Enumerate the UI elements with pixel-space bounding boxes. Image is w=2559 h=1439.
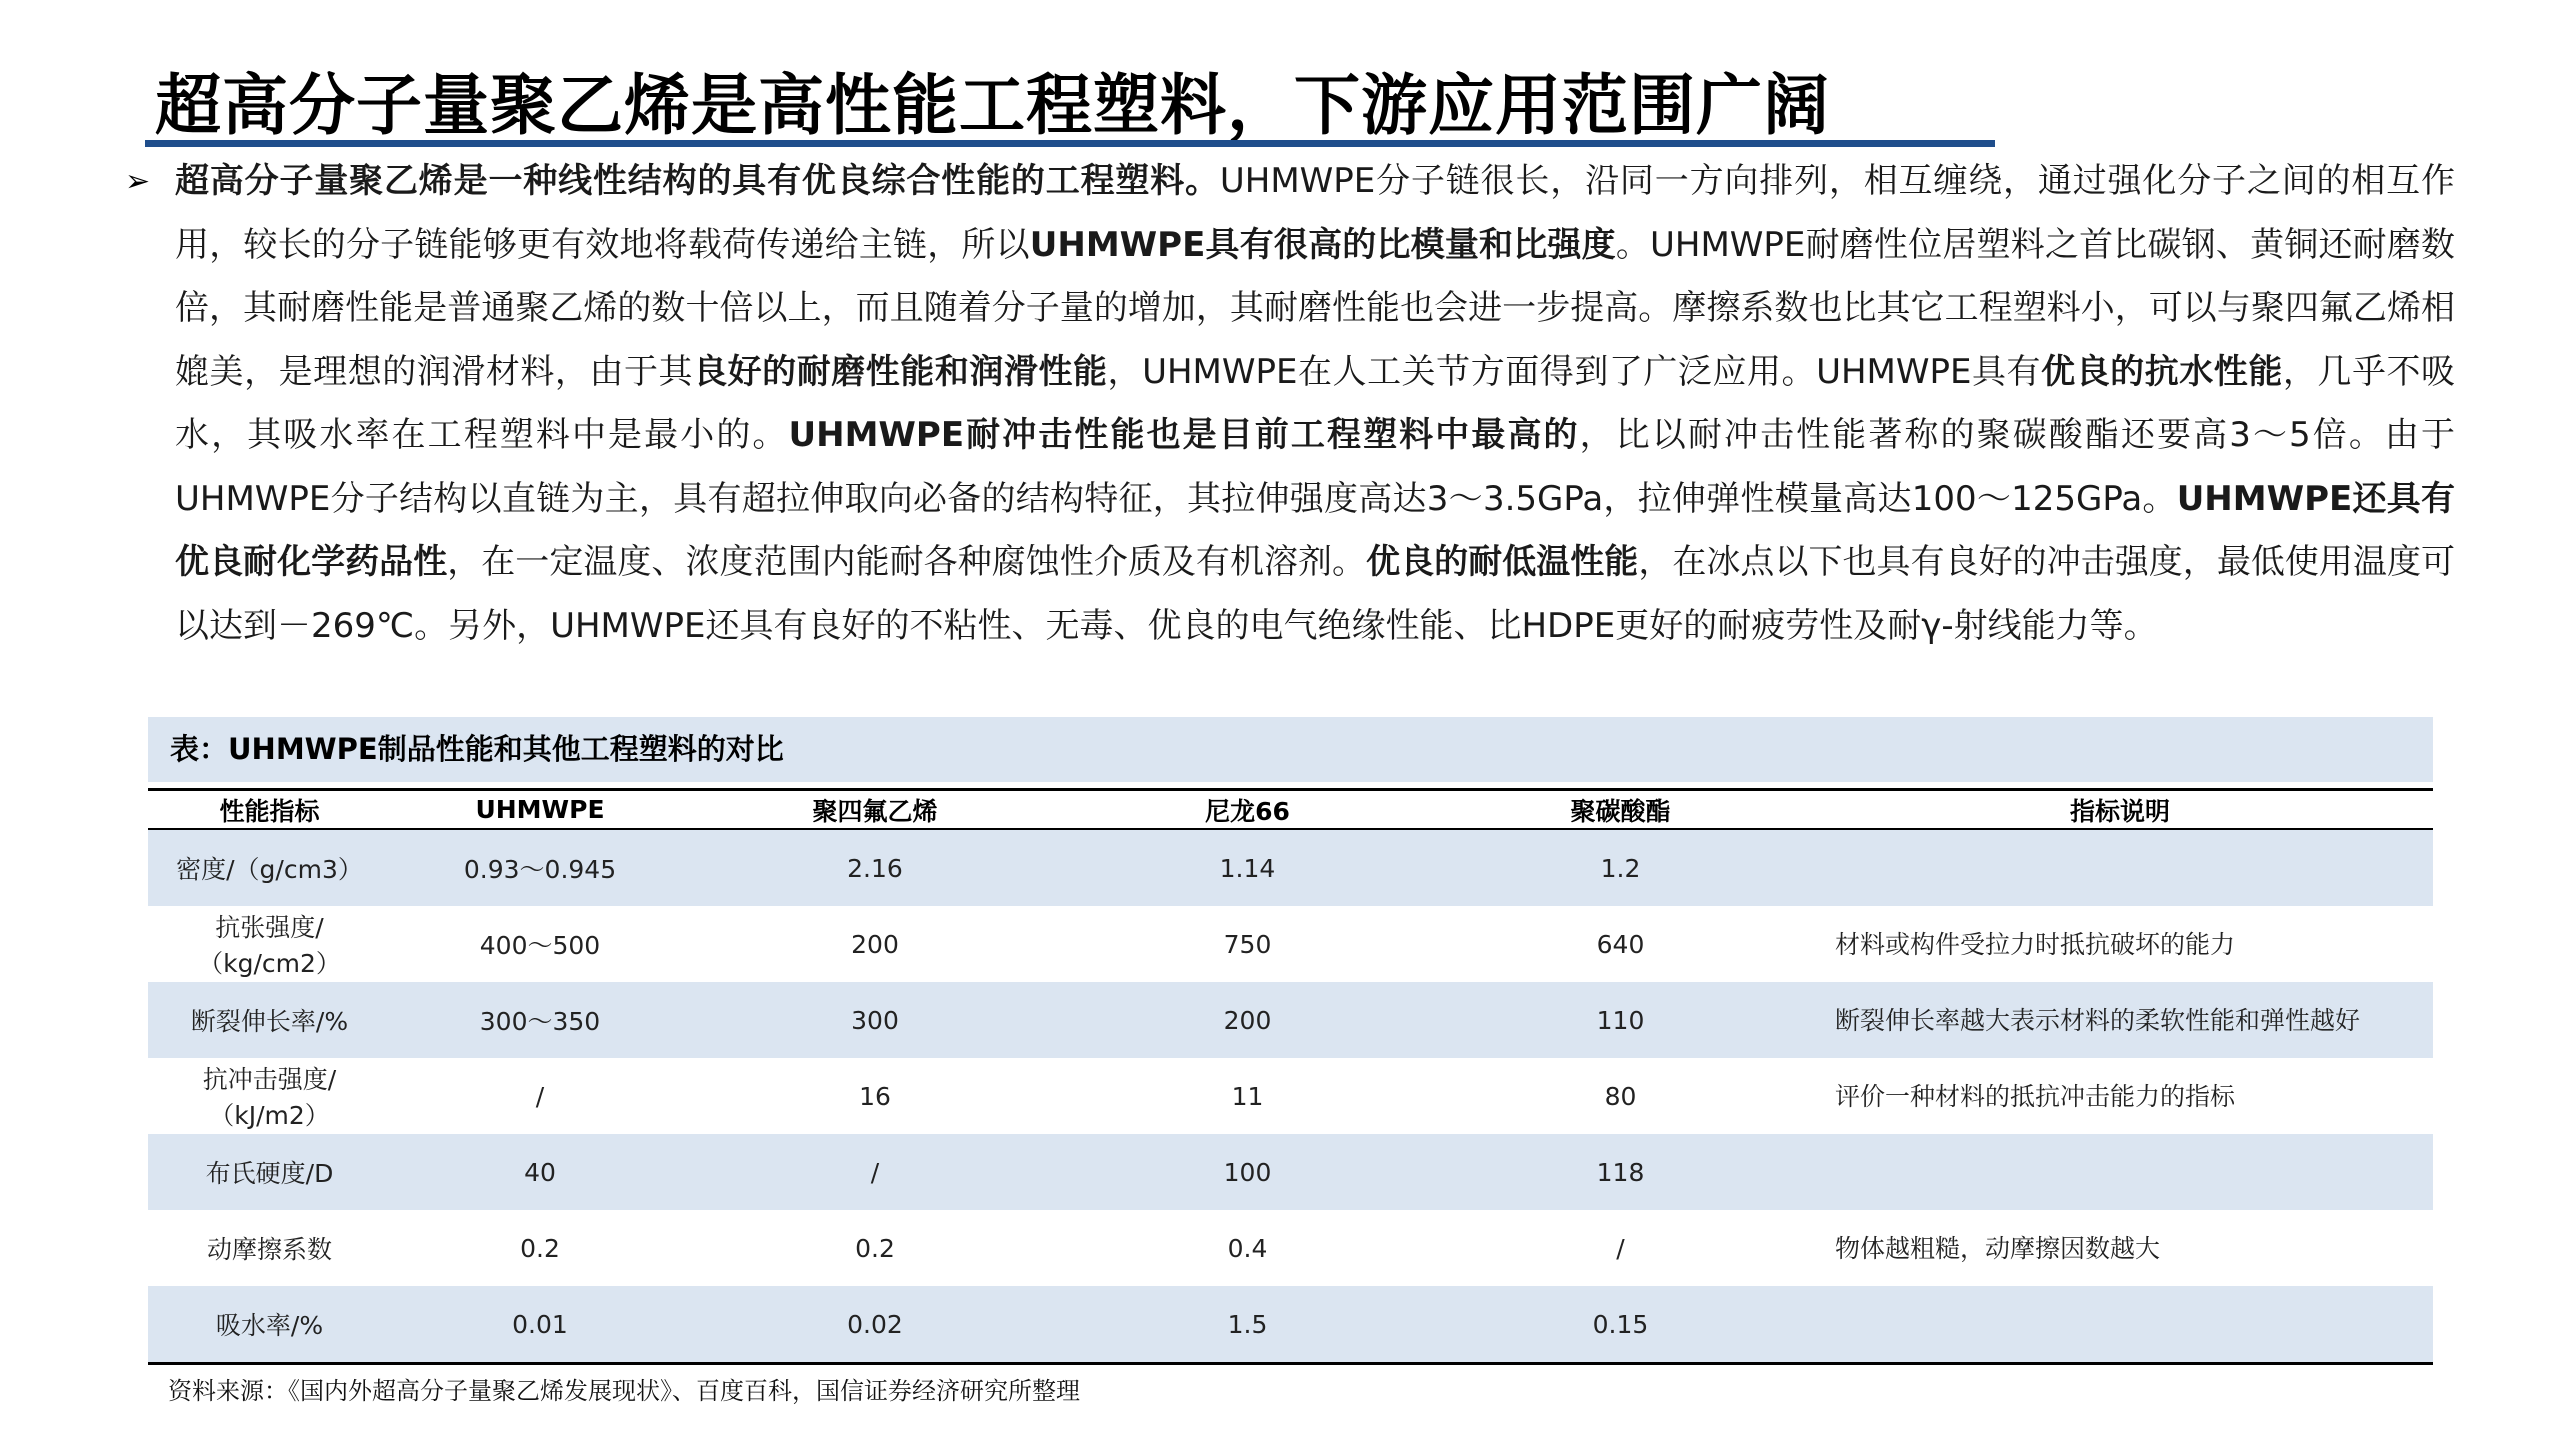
column-header: 聚碳酸酯 xyxy=(1434,791,1807,829)
table-row xyxy=(148,906,2433,982)
paragraph-emphasis: UHMWPE还具有优良耐化学药品性 xyxy=(175,478,2455,582)
row-note: 断裂伸长率越大表示材料的柔软性能和弹性越好 xyxy=(1807,982,2433,1058)
table-cell: 300 xyxy=(689,982,1061,1058)
bullet-arrow-icon: ➢ xyxy=(125,164,151,199)
row-label: 布氏硬度/D xyxy=(148,1134,391,1210)
table-cell: 0.4 xyxy=(1227,1233,1268,1263)
column-header: UHMWPE xyxy=(391,791,689,829)
paragraph-emphasis: 良好的耐磨性能和润滑性能 xyxy=(693,351,1108,392)
table-row xyxy=(148,1058,2433,1134)
table-row xyxy=(148,1286,2433,1364)
table-cell: 100 xyxy=(1061,1134,1434,1210)
row-note: 材料或构件受拉力时抵抗破坏的能力 xyxy=(1835,929,2236,959)
row-label: 抗张强度/（kg/cm2） xyxy=(198,913,341,978)
table-cell: / xyxy=(535,1081,545,1111)
table-cell: 11 xyxy=(1231,1081,1264,1111)
paragraph-emphasis: 优良的耐低温性能 xyxy=(1366,542,1639,582)
table-cell: 300～350 xyxy=(391,982,689,1058)
table-cell: 16 xyxy=(859,1081,891,1111)
row-note: 物体越粗糙，动摩擦因数越大 xyxy=(1835,1233,2161,1263)
table-cell: 2.16 xyxy=(689,829,1061,906)
paragraph-segment: 。UHMWPE耐磨性位居塑料之首比碳钢、黄铜还耐磨数倍，其耐磨性能是普通聚乙烯的数十倍以上，而且随着分子量的增加，其耐磨性能也会进一步提高。摩擦系数也比其它工程塑料小，可以与聚四氟乙烯相媲美，是理想的润滑材料，由于其 xyxy=(175,224,2456,392)
row-label: 吸水率/% xyxy=(148,1286,391,1364)
table-caption: 表：UHMWPE制品性能和其他工程塑料的对比 xyxy=(148,717,2433,782)
column-header: 聚四氟乙烯 xyxy=(689,791,1061,829)
table xyxy=(148,791,2433,1365)
paragraph-segment: ，在冰点以下也具有良好的冲击强度，最低使用温度可以达到－269℃。另外，UHMWPE还具有良好的不粘性、无毒、优良的电气绝缘性能、比HDPE更好的耐疲劳性及耐γ-射线能力等。 xyxy=(175,542,2456,646)
row-label: 动摩擦系数 xyxy=(206,1235,332,1264)
table-cell: 0.2 xyxy=(855,1233,895,1263)
table-cell: 1.2 xyxy=(1434,829,1807,906)
table-cell: / xyxy=(689,1134,1061,1210)
table-cell: 1.14 xyxy=(1061,829,1434,906)
table-cell: 110 xyxy=(1434,982,1807,1058)
table-cell: 400～500 xyxy=(479,931,601,960)
title-underline xyxy=(145,140,1995,147)
column-header: 尼龙66 xyxy=(1061,791,1434,829)
paragraph xyxy=(175,150,2455,658)
table-cell: 200 xyxy=(1061,982,1434,1058)
table-cell: 0.15 xyxy=(1434,1286,1807,1364)
paragraph-emphasis: UHMWPE耐冲击性能也是目前工程塑料中最高的 xyxy=(788,415,1580,455)
table-header-row xyxy=(148,791,2433,829)
column-header: 指标说明 xyxy=(1807,791,2433,829)
paragraph-emphasis: 优良的抗水性能 xyxy=(2041,351,2283,392)
table-cell: 0.01 xyxy=(391,1286,689,1364)
row-note xyxy=(1807,1286,2433,1364)
table-cell: 750 xyxy=(1223,929,1272,959)
table-cell: 640 xyxy=(1596,929,1645,959)
table-cell: 1.5 xyxy=(1061,1286,1434,1364)
table-row xyxy=(148,982,2433,1058)
row-label: 密度/（g/cm3） xyxy=(148,829,391,906)
row-label: 抗冲击强度/（kJ/m2） xyxy=(202,1065,337,1130)
row-label: 断裂伸长率/% xyxy=(148,982,391,1058)
table-cell: 40 xyxy=(391,1134,689,1210)
table-cell: 200 xyxy=(851,929,899,959)
source-note: 资料来源：《国内外超高分子量聚乙烯发展现状》、百度百科，国信证券经济研究所整理 xyxy=(168,1377,1080,1405)
table-cell: 80 xyxy=(1604,1081,1637,1111)
paragraph-emphasis: UHMWPE具有很高的比模量和比强度 xyxy=(1029,224,1616,265)
paragraph-segment: ，比以耐冲击性能著称的聚碳酸酯还要高3～5倍。由于UHMWPE分子结构以直链为主，具有超拉伸取向必备的结构特征，其拉伸强度高达3～3.5GPa，拉伸弹性模量高达100～125GPa。 xyxy=(175,415,2456,519)
column-header: 性能指标 xyxy=(148,791,391,829)
table-cell: 0.02 xyxy=(689,1286,1061,1364)
paragraph-segment: UHMWPE分子链很长，沿同一方向排列，相互缠绕，通过强化分子之间的相互作用，较长的分子链能够更有效地将载荷传递给主链，所以 xyxy=(175,161,2455,265)
table-cell: 118 xyxy=(1434,1134,1807,1210)
table-cell: 0.2 xyxy=(520,1233,560,1263)
row-note xyxy=(1807,829,2433,906)
table-cell: / xyxy=(1616,1233,1625,1263)
row-note xyxy=(1807,1134,2433,1210)
body-text xyxy=(125,150,2455,658)
page-title: 超高分子量聚乙烯是高性能工程塑料，下游应用范围广阔 xyxy=(155,67,1830,144)
comparison-table xyxy=(148,717,2433,1365)
table-row xyxy=(148,1134,2433,1210)
paragraph-segment: ，几乎不吸水，其吸水率在工程塑料中是最小的。 xyxy=(175,351,2456,455)
paragraph-segment: ，在一定温度、浓度范围内能耐各种腐蚀性介质及有机溶剂。 xyxy=(447,542,1367,582)
table-cell: 0.93～0.945 xyxy=(391,829,689,906)
table-row xyxy=(148,829,2433,906)
row-note: 评价一种材料的抵抗冲击能力的指标 xyxy=(1835,1081,2236,1111)
paragraph-segment: ，UHMWPE在人工关节方面得到了广泛应用。UHMWPE具有 xyxy=(1107,351,2042,392)
table-row xyxy=(148,1210,2433,1286)
paragraph-emphasis: 超高分子量聚乙烯是一种线性结构的具有优良综合性能的工程塑料。 xyxy=(175,161,1220,201)
